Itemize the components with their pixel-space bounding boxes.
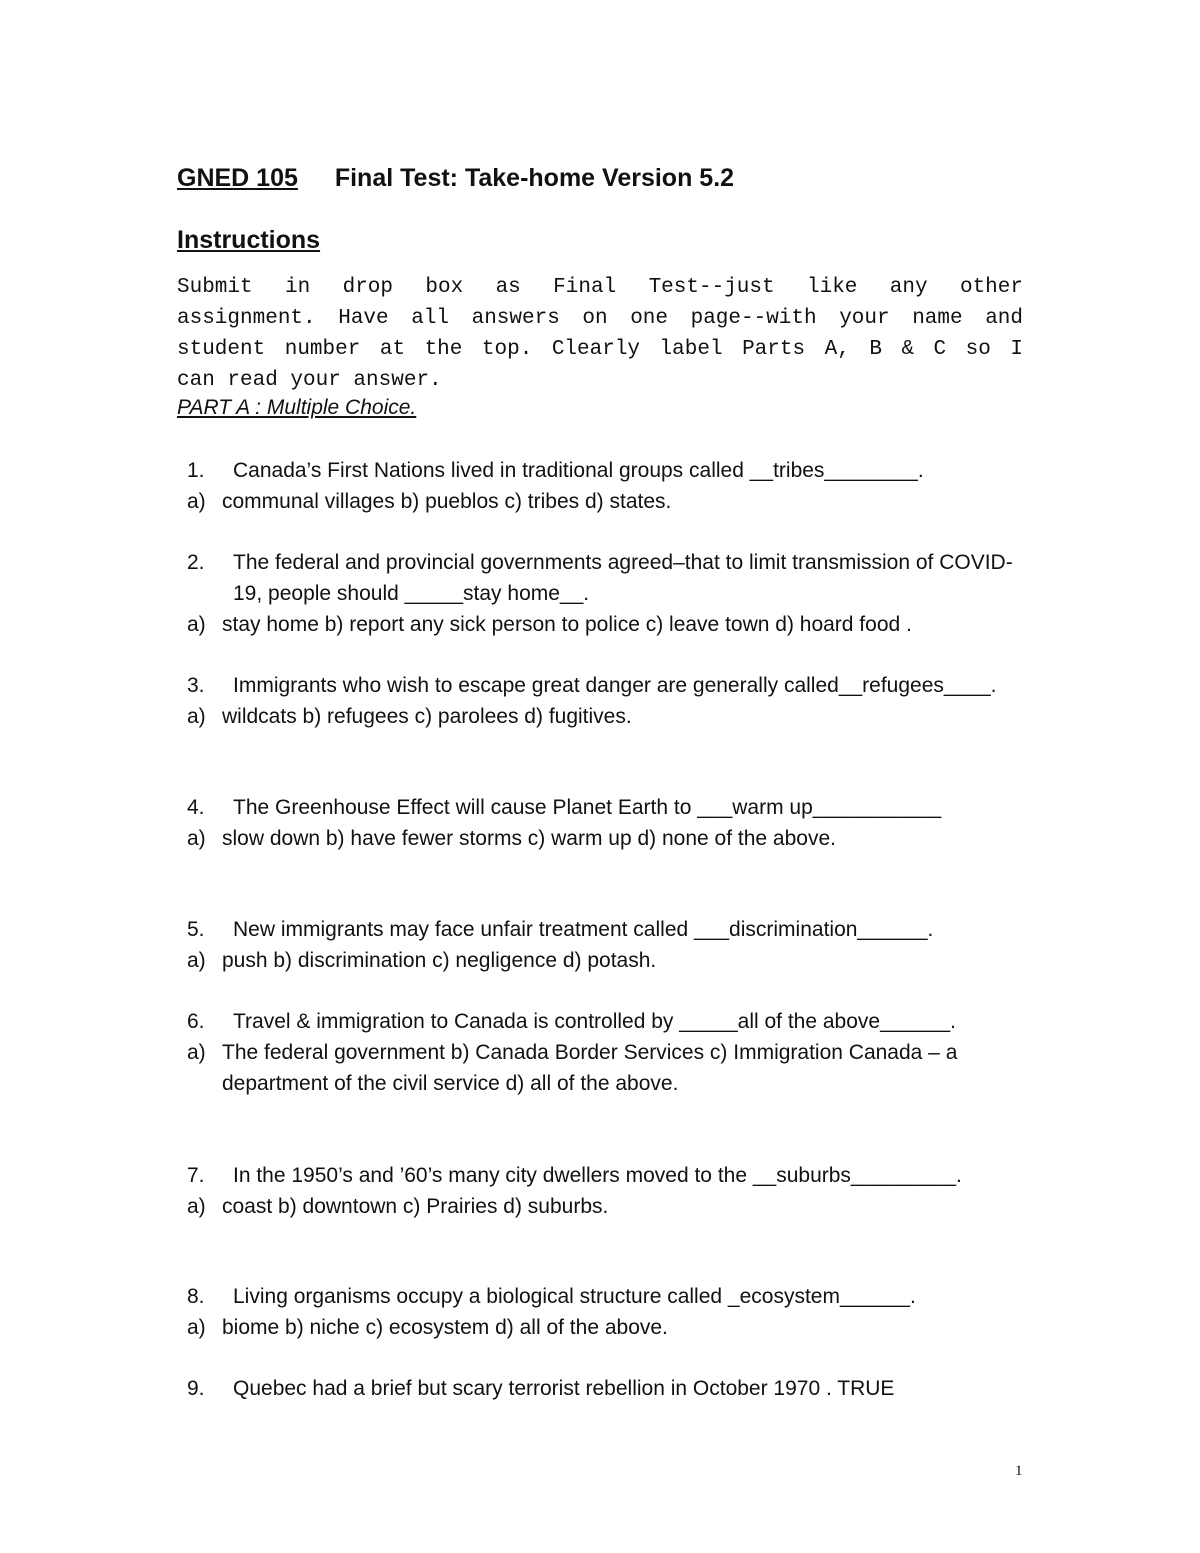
option-label: a) bbox=[187, 1041, 206, 1064]
option-label: a) bbox=[187, 705, 206, 728]
question-text: The federal and provincial governments agreed–that to limit transmission of COVID-19, people should _____stay home__. bbox=[233, 551, 1013, 605]
question-3 bbox=[187, 670, 1023, 732]
question-number: 7. bbox=[187, 1164, 205, 1187]
question-number: 3. bbox=[187, 674, 205, 697]
question-options: communal villages b) pueblos c) tribes d) states. bbox=[222, 490, 672, 513]
question-number: 2. bbox=[187, 551, 205, 574]
question-8 bbox=[187, 1281, 1023, 1343]
question-number: 9. bbox=[187, 1377, 205, 1400]
instructions-line: can read your answer. bbox=[177, 369, 442, 392]
question-options: coast b) downtown c) Prairies d) suburbs. bbox=[222, 1195, 609, 1218]
option-label: a) bbox=[187, 827, 206, 850]
question-options: slow down b) have fewer storms c) warm up d) none of the above. bbox=[222, 827, 836, 850]
question-2 bbox=[187, 547, 1023, 640]
question-text: Living organisms occupy a biological structure called _ecosystem______. bbox=[233, 1285, 916, 1308]
instructions-heading: Instructions bbox=[177, 226, 321, 254]
instructions-text bbox=[177, 272, 1023, 396]
question-options: push b) discrimination c) negligence d) potash. bbox=[222, 949, 657, 972]
part-a-heading: PART A : Multiple Choice. bbox=[177, 396, 417, 419]
option-label: a) bbox=[187, 949, 206, 972]
option-label: a) bbox=[187, 613, 206, 636]
question-1 bbox=[187, 455, 1023, 517]
question-6 bbox=[187, 1006, 1023, 1099]
option-label: a) bbox=[187, 1316, 206, 1339]
question-9 bbox=[187, 1373, 1023, 1404]
course-code: GNED 105 bbox=[177, 164, 298, 192]
option-label: a) bbox=[187, 490, 206, 513]
question-number: 6. bbox=[187, 1010, 205, 1033]
document-title bbox=[177, 164, 734, 193]
question-options: biome b) niche c) ecosystem d) all of the above. bbox=[222, 1316, 668, 1339]
instructions-line: assignment. Have all answers on one page--with your name and bbox=[177, 307, 1023, 330]
question-4 bbox=[187, 792, 1023, 854]
question-options: stay home b) report any sick person to police c) leave town d) hoard food . bbox=[222, 613, 912, 636]
question-text: Travel & immigration to Canada is controlled by _____all of the above______. bbox=[233, 1010, 956, 1033]
instructions-line: student number at the top. Clearly label Parts A, B & C so I bbox=[177, 338, 1023, 361]
question-number: 1. bbox=[187, 459, 205, 482]
question-text: The Greenhouse Effect will cause Planet Earth to ___warm up___________ bbox=[233, 796, 942, 819]
question-options: wildcats b) refugees c) parolees d) fugitives. bbox=[222, 705, 632, 728]
question-text: Canada’s First Nations lived in traditional groups called __tribes________. bbox=[233, 459, 924, 482]
question-text: In the 1950’s and ’60’s many city dwellers moved to the __suburbs_________. bbox=[233, 1164, 962, 1187]
test-title: Final Test: Take-home Version 5.2 bbox=[334, 164, 735, 192]
question-options: The federal government b) Canada Border Services c) Immigration Canada – a department of the civil service d) all of the above. bbox=[222, 1041, 958, 1095]
question-number: 8. bbox=[187, 1285, 205, 1308]
question-5 bbox=[187, 914, 1023, 976]
option-label: a) bbox=[187, 1195, 206, 1218]
question-number: 5. bbox=[187, 918, 205, 941]
question-number: 4. bbox=[187, 796, 205, 819]
page-number: 1 bbox=[1015, 1463, 1023, 1479]
question-text: New immigrants may face unfair treatment called ___discrimination______. bbox=[233, 918, 934, 941]
question-text: Quebec had a brief but scary terrorist rebellion in October 1970 . TRUE bbox=[233, 1377, 895, 1400]
question-7 bbox=[187, 1160, 1023, 1222]
instructions-line: Submit in drop box as Final Test--just like any other bbox=[177, 276, 1023, 299]
question-text: Immigrants who wish to escape great danger are generally called__refugees____. bbox=[233, 674, 997, 697]
